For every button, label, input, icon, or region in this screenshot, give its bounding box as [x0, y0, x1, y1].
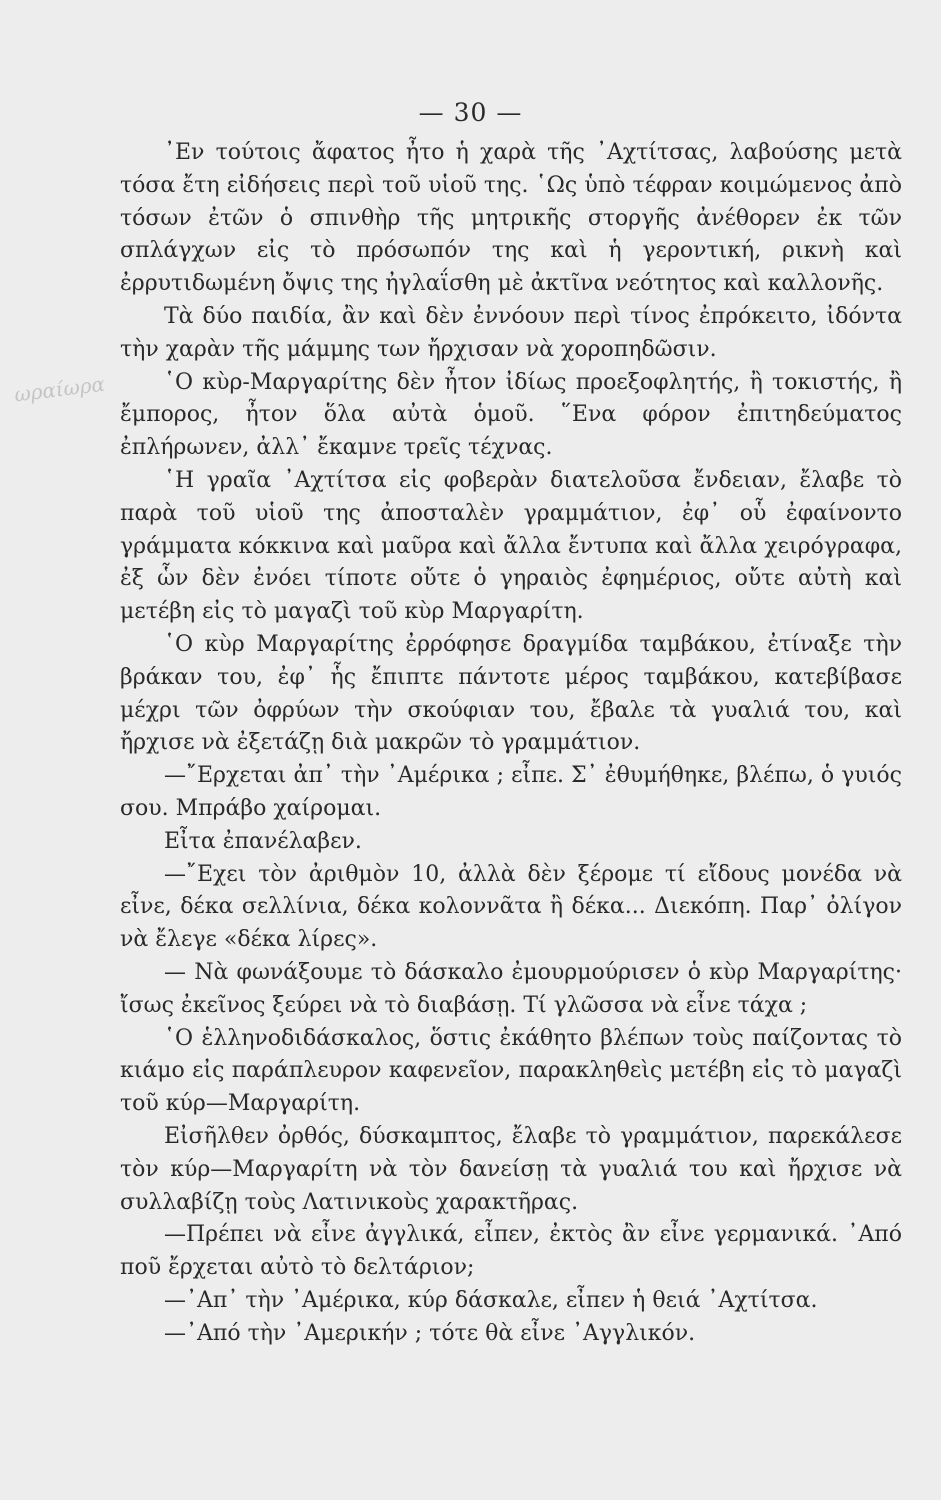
- dialogue-paragraph: —Πρέπει νὰ εἶνε ἀγγλικά, εἶπεν, ἐκτὸς ἂν εἶνε γερμανικά. ᾿Από ποῦ ἔρχεται αὐτὸ τὸ δελτάριον;: [120, 1222, 902, 1281]
- paragraph: Εἰσῆλθεν ὀρθός, δύσκαμπτος, ἔλαβε τὸ γραμμάτιον, παρεκάλεσε τὸν κύρ—Μαργαρίτη νὰ τὸν δανείσῃ τὰ γυαλιά του καὶ ἤρχισε νὰ συλλαβίζῃ τοὺς Λατινικοὺς χαρακτῆρας.: [120, 1123, 902, 1215]
- paragraph: ῾Ο ἑλληνοδιδάσκαλος, ὅστις ἐκάθητο βλέπων τοὺς παίζοντας τὸ κιάμο εἰς παράπλευρον καφενεῖον, παρακληθεὶς μετέβη εἰς τὸ μαγαζὶ τοῦ κύρ—Μαργαρίτη.: [120, 1025, 902, 1117]
- dialogue-paragraph: —᾿Από τὴν ᾿Αμερικήν ; τότε θὰ εἶνε ᾿Αγγλικόν.: [164, 1320, 696, 1346]
- page-number: — 30 —: [418, 98, 523, 127]
- paragraph: Τὰ δύο παιδία, ἂν καὶ δὲν ἐννόουν περὶ τίνος ἐπρόκειτο, ἰδόντα τὴν χαρὰν τῆς μάμμης των ἤρχισαν νὰ χοροπηδῶσιν.: [120, 303, 902, 362]
- dialogue-paragraph: — Νὰ φωνάξουμε τὸ δάσκαλο ἐμουρμούρισεν ὁ κὺρ Μαργαρίτης· ἴσως ἐκεῖνος ξεύρει νὰ τὸ διαβάσῃ. Τί γλῶσσα νὰ εἶνε τάχα ;: [120, 959, 902, 1018]
- paragraph: Εἶτα ἐπανέλαβεν.: [164, 828, 362, 854]
- dialogue-paragraph: —᾿Απ᾿ τὴν ᾿Αμέρικα, κύρ δάσκαλε, εἶπεν ἡ θειά ᾿Αχτίτσα.: [164, 1287, 818, 1313]
- paragraph: ῾Η γραῖα ᾿Αχτίτσα εἰς φοβερὰν διατελοῦσα ἔνδειαν, ἔλαβε τὸ παρὰ τοῦ υἱοῦ της ἀποσταλὲν γραμμάτιον, ἐφ᾿ οὗ ἐφαίνοντο γράμματα κόκκινα καὶ μαῦρα καὶ ἄλλα ἔντυπα καὶ ἄλλα χειρόγραφα, ἐξ ὧν δὲν ἐνόει τίποτε οὔτε ὁ γηραιὸς ἐφημέριος, οὔτε αὐτὴ καὶ μετέβη εἰς τὸ μαγαζὶ τοῦ κὺρ Μαργαρίτη.: [120, 467, 902, 625]
- dialogue-paragraph: —῎Εχει τὸν ἀριθμὸν 10, ἀλλὰ δὲν ξέρομε τί εἴδους μονέδα νὰ εἶνε, δέκα σελλίνια, δέκα κολοννᾶτα ἢ δέκα... Διεκόπη. Παρ᾿ ὀλίγον νὰ ἔλεγε «δέκα λίρες».: [120, 861, 902, 953]
- body-text: [120, 137, 902, 1350]
- paragraph: ῾Ο κὺρ-Μαργαρίτης δὲν ἦτον ἰδίως προεξοφλητής, ἢ τοκιστής, ἢ ἔμπορος, ἦτον ὅλα αὐτὰ ὁμοῦ. ῞Ενα φόρον ἐπιτηδεύματος ἐπλήρωνεν, ἀλλ᾿ ἔκαμνε τρεῖς τέχνας.: [120, 369, 902, 461]
- paragraph: ῾Ο κὺρ Μαργαρίτης ἐρρόφησε δραγμίδα ταμβάκου, ἐτίναξε τὴν βράκαν του, ἐφ᾿ ἧς ἔπιπτε πάντοτε μέρος ταμβάκου, κατεβίβασε μέχρι τῶν ὀφρύων τὴν σκούφιαν του, ἔβαλε τὰ γυαλιά του, καὶ ἤρχισε νὰ ἐξετάζῃ διὰ μακρῶν τὸ γραμμάτιον.: [120, 631, 902, 756]
- dialogue-paragraph: —῎Ερχεται ἀπ᾿ τὴν ᾿Αμέρικα ; εἶπε. Σ᾿ ἐθυμήθηκε, βλέπω, ὁ γυιός σου. Μπράβο χαίρομαι.: [120, 763, 902, 821]
- handwritten-margin-note: ωραίωρα: [12, 371, 107, 407]
- paragraph: ᾿Εν τούτοις ἄφατος ἦτο ἡ χαρὰ τῆς ᾿Αχτίτσας, λαβούσης μετὰ τόσα ἔτη εἰδήσεις περὶ τοῦ υἱοῦ της. ῾Ως ὑπὸ τέφραν κοιμώμενος ἀπὸ τόσων ἐτῶν ὁ σπινθὴρ τῆς μητρικῆς στοργῆς ἀνέθορεν ἐκ τῶν σπλάγχων εἰς τὸ πρόσωπόν της καὶ ἡ γεροντική, ρικνὴ καὶ ἐρρυτιδωμένη ὄψις της ἠγλαΐσθη μὲ ἀκτῖνα νεότητος καὶ καλλονῆς.: [120, 140, 902, 297]
